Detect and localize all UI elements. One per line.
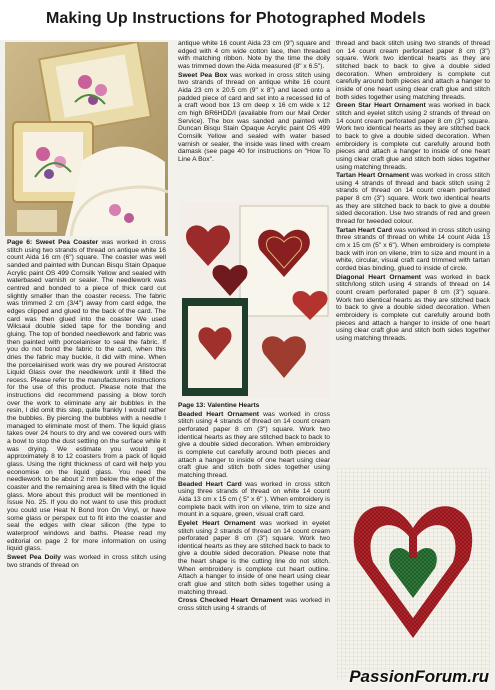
sweet-pea-photo [5,42,168,236]
col1-text [7,239,166,570]
coaster-text: was worked in cross stitch using two strands of thread on antique white 16 count Aida 16 cm (6") square. The coaster was well sanded and painted with Duncan Bisqu Stain Opaque Acrylic paint OS 499 Cornsilk Yellow and sealed with waterbased varnish or sealer. The needlework was centred and bonded to a piece of thick card cut slightly smaller than the coaster recess. The fabric was trimmed 2 cm (3/4") away from card edge, the edges clipped and glued to the back of the card. The card was then glued into the coaster We used Wiksaui double sided tape for the bonding and gluing. The top of bonded needlework and fabric was then painted with porcelainiser to seal the fabric. If you do not bond the fabric to the card, when this dries the fabric may buckle, it did with mine. When the porcelainised work was dry we poured Aristocrat Liquid Glass over the needlework until it filled the recess. Please refer to the manufacturers instructions for the use of this product. Please note that the instructions did recommend passing a blow torch over the work to eliminate any air bubbles in the resin, I did omit this step, quite frankly I would rather the bubbles. By piercing the bubbles with a needle I managed to eliminate most of them. The liquid glass takes over 24 hours to dry and we covered ours with a bowl to stop the dust settling on the surface while it was drying. We estimate you would get approximately 8 to 12 coasters from a pack of liquid glass. Using the right thickness of card will help you economise on the liquid glass. You need the needlework to be about 2 mm below the edge of the coaster and the remaining area is filled with the liquid glass. More about this product will be mentioned in Issue No. 25. If you do not want to use this product you could use Heat N Bond Iron On Vinyl, or have some glass or perspex cut to fit into the coaster and seal the edges with clear silicon (the type to waterproof windows and baths. Please read my editorial on page 2 for more information on using liquid glass. [7,239,166,553]
watermark: PassionForum.ru [349,667,489,686]
tartan-card-text: was worked in cross stitch using three strands of thread on white 14 count Aida 13 cm x 15 cm (5" x 6"). When embroidery is complete back with iron on vilene, trim to size and mount in a white, circular, visual craft card trimmed with tartan corded bias binding, glued to inside of circle. [336,226,490,273]
heart-chart-photo [337,468,490,680]
col2b-text [178,402,330,614]
beaded-ornament-text: was worked in cross stitch using 4 strands of thread on 14 count cream perforated paper 8 cm (3") square. Work two identical hearts as they are stitched back to back to give a double sided decoration. When embroidery is complete cut carefully around both pieces and attach a hanger to inside of one heart using clear craft glue and stitch both sides together using matching thread. [178,410,330,479]
page-title: Making Up Instructions for Photographed Models [46,10,426,27]
coaster-heading: Sweet Pea Coaster [35,239,99,246]
doily-heading: Sweet Pea Doily [7,553,61,561]
beaded-ornament-heading: Beaded Heart Ornament [178,410,260,418]
tartan-ornament-heading: Tartan Heart Ornament [336,172,409,180]
col3-text [336,40,490,344]
cross-checked-heading: Cross Checked Heart Ornament [178,597,283,605]
diagonal-heading: Diagonal Heart Ornament [336,273,422,281]
caption-ref: Page 6: [7,239,33,246]
doily-continued: antique white 16 count Aida 23 cm (9") square and edged with 4 cm wide cotton lace, then threaded with matching ribbon. Note by the time the doily was trimmed down the Aida measured (8" x 6.5"). [178,40,330,70]
cross-checked-continued: thread and back stitch using two strands of thread on 14 count cream perforated paper 8 cm (3") square. Work two identical hearts as they are stitched back to back to give a double sided decoration. When embroidery is complete cut carefully around both pieces and attach a hanger to inside of one heart using clear craft glue and stitch both sides together using matching threads. [336,40,490,101]
tartan-card-heading: Tartan Heart Card [336,226,393,234]
green-star-heading: Green Star Heart Ornament [336,102,426,110]
green-star-text: was worked in back stitch and eyelet stitch using 2 strands of thread on 14 count cream perforated paper 8 cm (3") square. Work two identical hearts as they are stitched back to back to give a double sided decoration. When embroidery is complete cut carefully around both pieces and attach a hanger to inside of one heart using clear craft glue and stitch both sides together using matching threads. [336,102,490,171]
eyelet-text: was worked in eyelet stitch using 2 strands of thread on 14 count cream perforated paper 8 cm (3") square. Work two identical hearts as they are stitched back to back to give a double sided decoration. Please note that the heart shape is the cutting line do not stitch. When embroidery is complete cut heart outline. Attach a hanger to inside of one heart using clear craft glue and stitch both sides together using a matching thread. [178,519,330,596]
box-text: was worked in cross stitch using two strands of thread on antique white 16 count Aida 23 cm x 20.5 cm (9" x 8") and laced onto a padded piece of card and set into a recessed lid of a craft wood box 13 cm deep x 16 cm wide x 12 cm high BR6HDD/I (available from our Mail Order Service). The box was sanded and painted with Duncan Bisqu Stain Opaque Acrylic paint OS 499 Cornsilk Yellow and sealed with water based varnish or sealer, the inside was lined with cream damask (see page 40 for instructions on "How To Line A Box". [178,71,330,163]
tartan-ornament-text: was worked in cross stitch using 4 strands of thread and back stitch using 2 strands of thread on 14 count cream perforated paper 8 cm (3") square. Work two identical hearts as they are stitched back to back to give a double sided decoration. Use two strands of red and green thread for tweeded colour. [336,172,490,226]
col2-text [178,40,330,165]
cross-checked-text: was worked in cross stitch using 4 strands of [178,597,331,613]
diagonal-text: was worked in back stitch/long stitch using 4 strands of thread on 14 count cream perforated paper 8 cm (3") square. Work two identical hearts as they are stitched back to back to give a double sided decoration. When embroidery is complete cut carefully around both pieces and attach a hanger to inside of one heart using clear craft glue and stitch both sides together using matching threads. [336,273,491,342]
valentine-hearts-photo [180,202,330,398]
doily-text: was worked in cross stitch using two strands of thread on [7,553,166,569]
box-heading: Sweet Pea Box [178,71,228,79]
hearts-caption: Page 13: Valentine Hearts [178,402,260,409]
eyelet-heading: Eyelet Heart Ornament [178,519,256,527]
beaded-card-text: was worked in cross stitch using three strands of thread on white 14 count Aida 13 cm x 15 cm ( 5" x 6" ). When embroidery is complete back with iron on vilene, trim to size and mount in a square, green, visual craft card. [178,480,330,519]
beaded-card-heading: Beaded Heart Card [178,480,242,488]
